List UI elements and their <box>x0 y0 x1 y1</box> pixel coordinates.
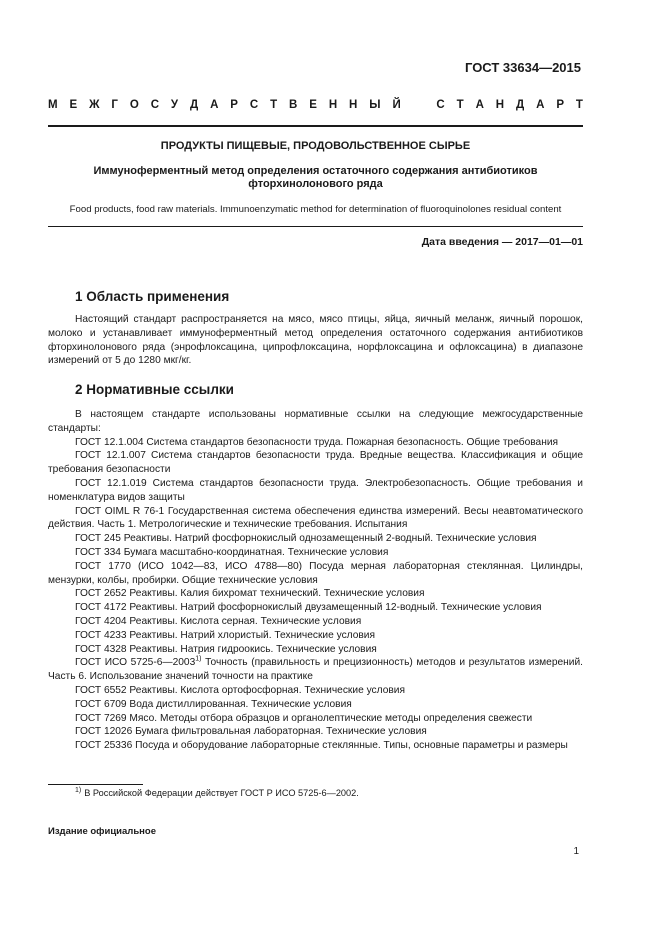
section-1-text: Настоящий стандарт распространяется на мясо, мясо птицы, яйца, яичный меланж, яичный порошок, молоко и устанавливает иммуноферментный метод определения остаточного содержания антибиотиков фторхинолонового ряда (энрофлоксацина, ципрофлоксацина, норфлоксацина и офлоксацина) в диапазоне измерений от 5 до 1280 мкг/кг. <box>48 314 583 367</box>
reference-item: ГОСТ 12.1.004 Система стандартов безопасности труда. Пожарная безопасность. Общие требования <box>75 436 559 448</box>
section-1-heading: 1 Область применения <box>75 289 230 304</box>
interstate-standard-banner: М Е Ж Г О С У Д А Р С Т В Е Н Н Ы Й С Т А Н Д А Р Т <box>48 99 583 111</box>
reference-item: ГОСТ 245 Реактивы. Натрий фосфорнокислый однозамещенный 2-водный. Технические условия <box>75 533 537 545</box>
top-divider <box>48 125 583 127</box>
page-number: 1 <box>573 846 579 857</box>
standard-number: ГОСТ 33634—2015 <box>465 60 581 75</box>
footnote-divider <box>48 784 143 785</box>
reference-item-iso: ГОСТ ИСО 5725-6—2003$^{1)}$ Точность (правильность и прецизионность) методов и результатов измерений. Часть 6. Использование значений точности на практике <box>48 655 583 683</box>
reference-item: ГОСТ 25336 Посуда и оборудование лабораторные стеклянные. Типы, основные параметры и размеры <box>75 740 568 752</box>
reference-item: ГОСТ 2652 Реактивы. Калия бихромат технический. Технические условия <box>75 588 425 600</box>
edition-label: Издание официальное <box>48 826 156 837</box>
reference-item: ГОСТ 7269 Мясо. Методы отбора образцов и органолептические методы определения свежести <box>75 712 533 724</box>
english-title: Food products, food raw materials. Immunoenzymatic method for determination of fluoroquinolones residual content <box>69 204 562 215</box>
document-title: ПРОДУКТЫ ПИЩЕВЫЕ, ПРОДОВОЛЬСТВЕННОЕ СЫРЬЕ <box>160 140 471 152</box>
reference-item: ГОСТ 6552 Реактивы. Кислота ортофосфорная. Технические условия <box>75 684 405 696</box>
reference-item: ГОСТ 4233 Реактивы. Натрий хлористый. Технические условия <box>75 629 376 641</box>
footnote: $^{1)}$ В Российской Федерации действует ГОСТ Р ИСО 5725-6—2002. <box>75 786 359 798</box>
section-2-heading: 2 Нормативные ссылки <box>75 382 234 397</box>
reference-item: ГОСТ 12026 Бумага фильтровальная лабораторная. Технические условия <box>75 726 427 738</box>
reference-item: ГОСТ 4204 Реактивы. Кислота серная. Технические условия <box>75 615 362 627</box>
reference-item: ГОСТ 334 Бумага масштабно-координатная. Технические условия <box>75 546 389 558</box>
reference-item: ГОСТ 6709 Вода дистиллированная. Технические условия <box>75 698 352 710</box>
introduction-date: Дата введения — 2017—01—01 <box>421 236 583 248</box>
section-2-intro: В настоящем стандарте использованы нормативные ссылки на следующие межгосударственные стандарты: <box>48 409 583 434</box>
section-2-body <box>48 408 583 753</box>
footnote-marker: 1) <box>195 655 202 663</box>
reference-item: ГОСТ 4328 Реактивы. Натрия гидроокись. Технические условия <box>75 643 377 655</box>
document-subtitle: Иммуноферментный метод определения остаточного содержания антибиотиков фторхинолонового ряда <box>93 165 538 190</box>
reference-item: ГОСТ 12.1.007 Система стандартов безопасности труда. Вредные вещества. Классификация и общие требования безопасности <box>48 450 583 476</box>
footnote-number: 1) <box>75 786 82 794</box>
title-divider <box>48 226 583 227</box>
reference-item: ГОСТ 12.1.019 Система стандартов безопасности труда. Электробезопасность. Общие требования и номенклатура видов защиты <box>48 477 583 503</box>
reference-item: ГОСТ 4172 Реактивы. Натрий фосфорнокислый двузамещенный 12-водный. Технические условия <box>75 602 542 614</box>
reference-item: ГОСТ 1770 (ИСО 1042—83, ИСО 4788—80) Посуда мерная лабораторная стеклянная. Цилиндры, мензурки, колбы, пробирки. Общие технические условия <box>48 560 583 586</box>
reference-item: ГОСТ OIML R 76-1 Государственная система обеспечения единства измерений. Весы неавтоматического действия. Часть 1. Метрологические и технические требования. Испытания <box>48 505 583 531</box>
